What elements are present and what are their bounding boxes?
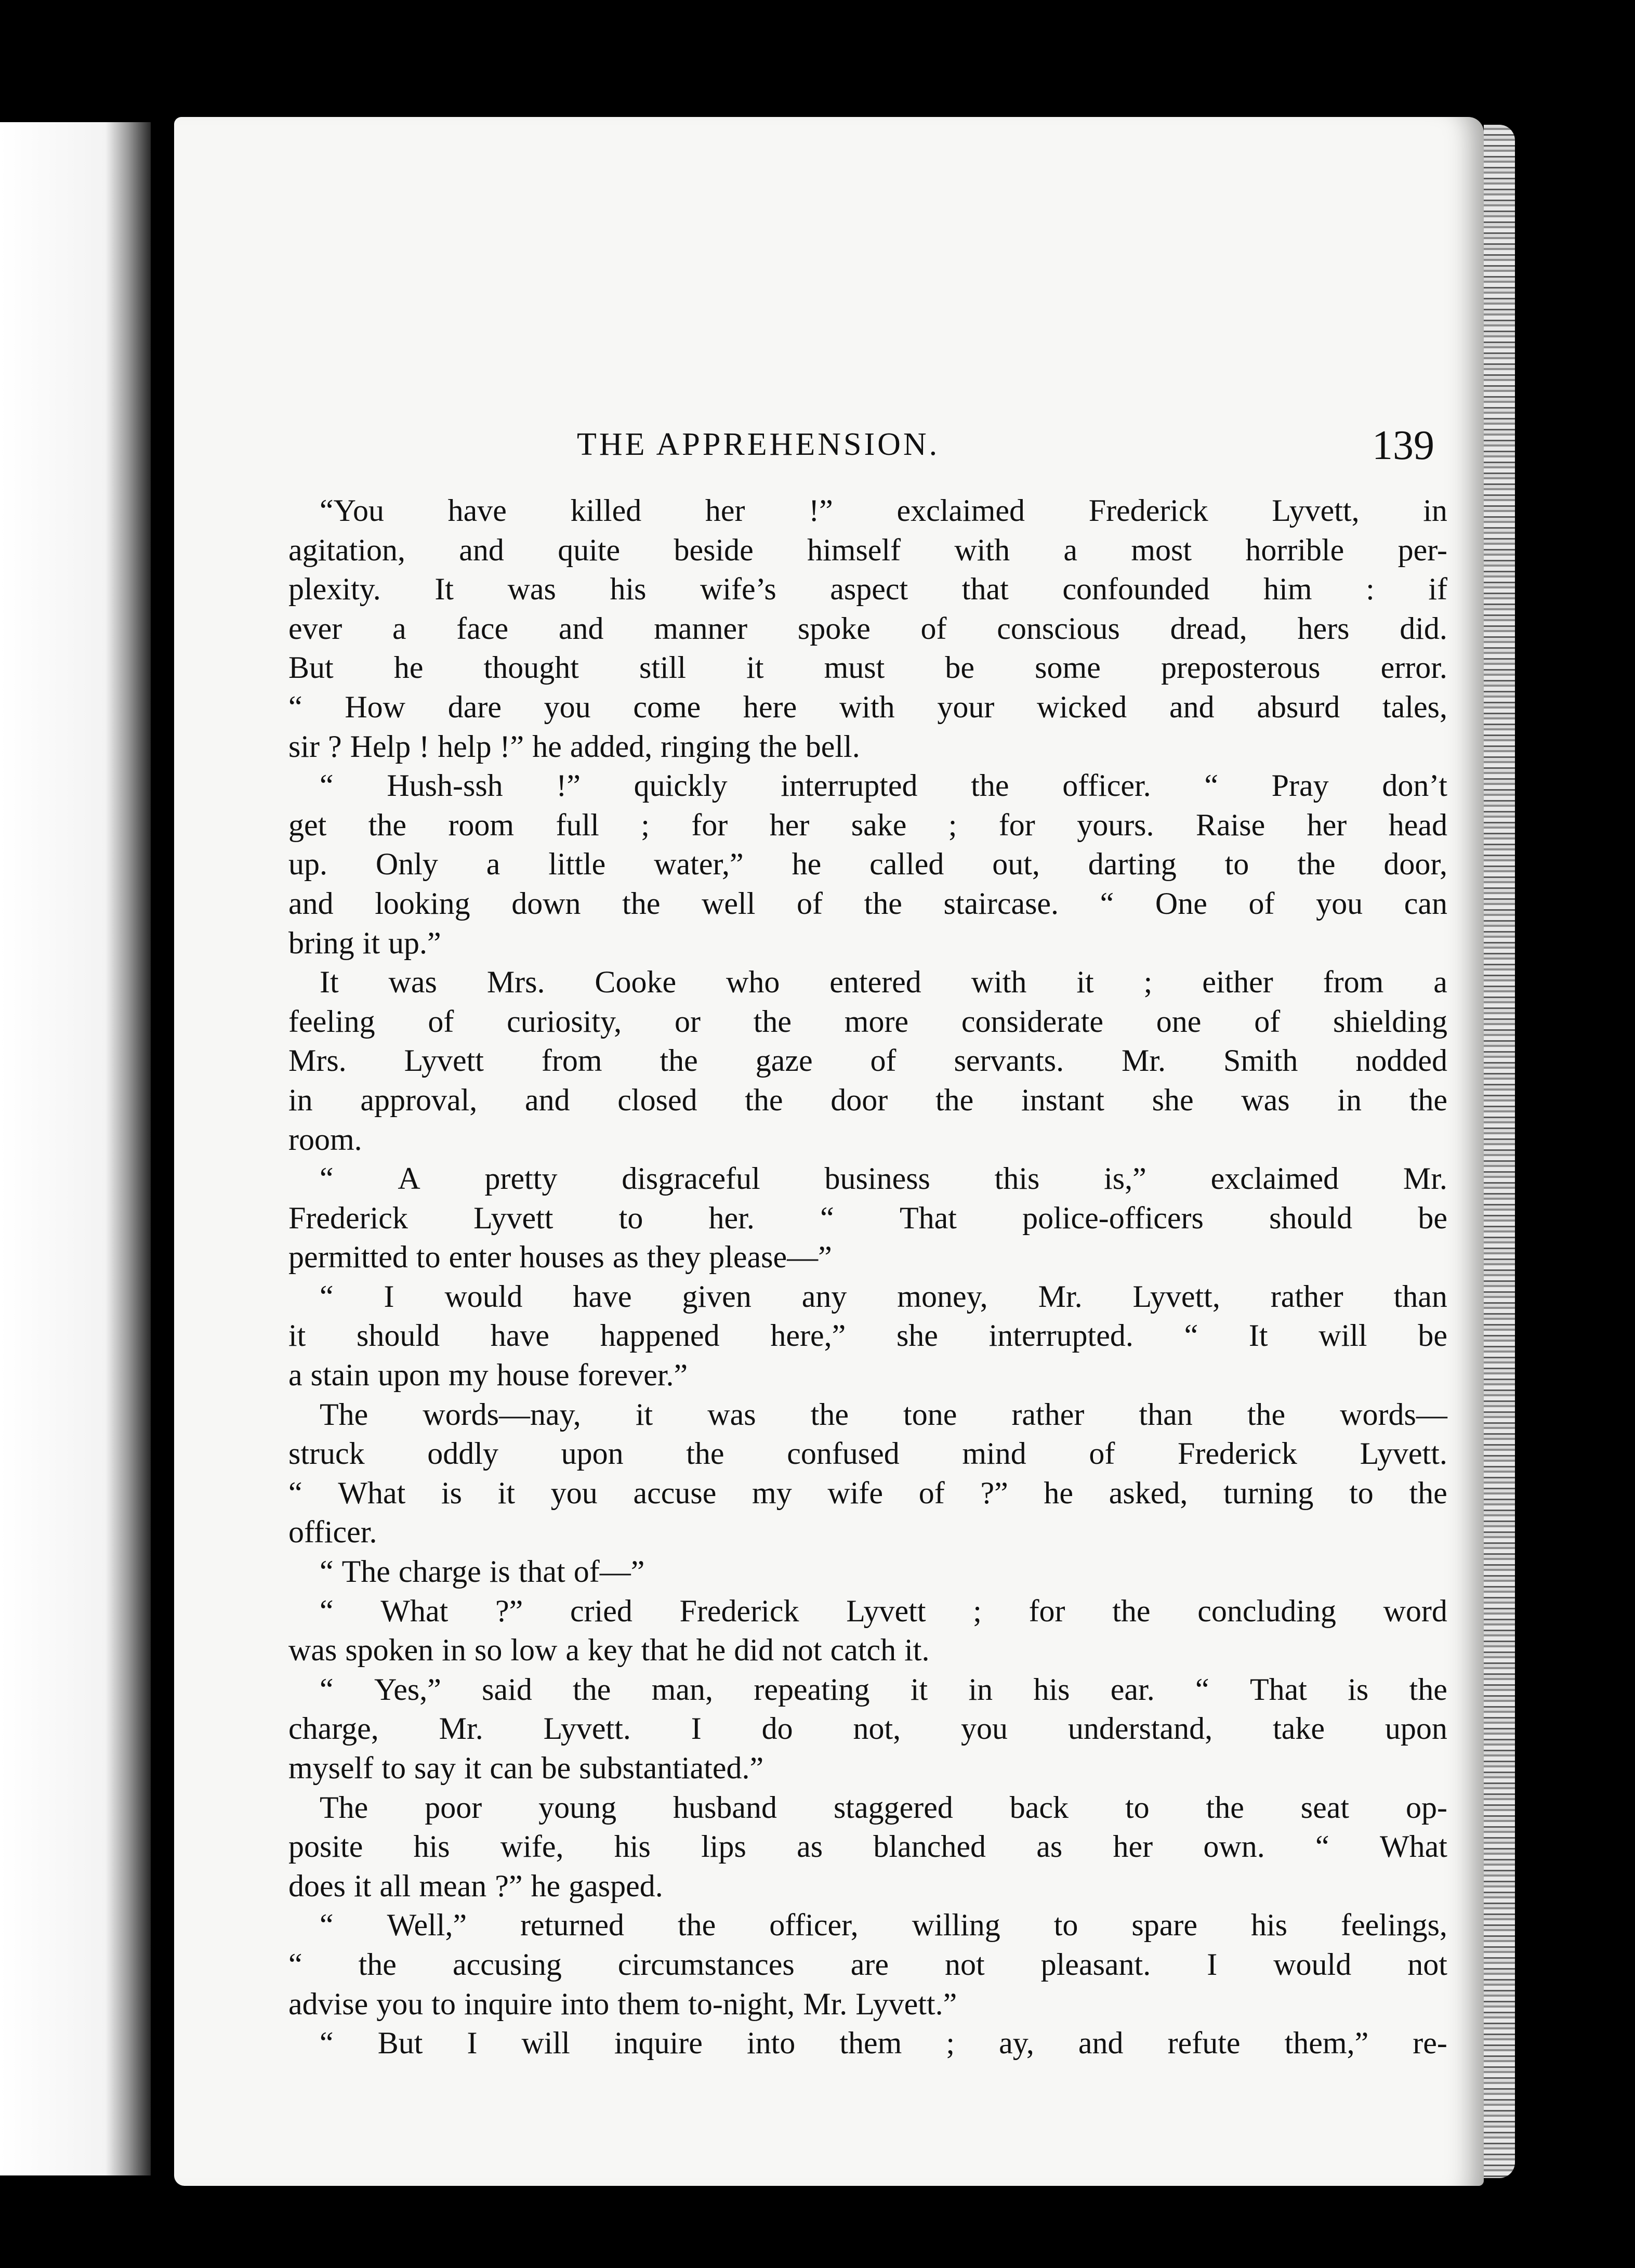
book-page — [174, 117, 1484, 2186]
running-title: THE APPREHENSION. — [577, 427, 940, 462]
text-line: get the room full ; for her sake ; for yours. Raise her head — [288, 807, 1447, 842]
text-line: It was Mrs. Cooke who entered with it ; either from a — [320, 965, 1447, 1000]
adjacent-page-edge — [0, 122, 151, 2175]
text-line: room. — [288, 1122, 362, 1157]
text-line: “ What ?” cried Frederick Lyvett ; for the concluding word — [320, 1593, 1447, 1628]
text-line: ever a face and manner spoke of conscious dread, hers did. — [288, 611, 1447, 646]
text-line: “You have killed her !” exclaimed Frederick Lyvett, in — [320, 493, 1447, 528]
text-line: “ I would have given any money, Mr. Lyvett, rather than — [320, 1279, 1447, 1314]
text-line: “ A pretty disgraceful business this is,” exclaimed Mr. — [320, 1161, 1447, 1196]
text-line: permitted to enter houses as they please—” — [288, 1240, 832, 1275]
running-head — [174, 423, 1484, 473]
text-line: posite his wife, his lips as blanched as her own. “ What — [288, 1829, 1447, 1864]
text-line: bring it up.” — [288, 925, 441, 960]
text-line: agitation, and quite beside himself with a most horrible per- — [288, 532, 1447, 567]
text-line: in approval, and closed the door the instant she was in the — [288, 1082, 1447, 1117]
text-line: “ But I will inquire into them ; ay, and refute them,” re- — [320, 2026, 1447, 2061]
text-line: officer. — [288, 1515, 377, 1550]
text-line: “ What is it you accuse my wife of ?” he asked, turning to the — [288, 1475, 1447, 1510]
text-line: struck oddly upon the confused mind of Frederick Lyvett. — [288, 1436, 1447, 1471]
text-line: “ Yes,” said the man, repeating it in his ear. “ That is the — [320, 1672, 1447, 1707]
text-line: up. Only a little water,” he called out, darting to the door, — [288, 847, 1447, 882]
text-line: charge, Mr. Lyvett. I do not, you understand, take upon — [288, 1711, 1447, 1746]
text-line: Mrs. Lyvett from the gaze of servants. Mr. Smith nodded — [288, 1043, 1447, 1078]
text-line: sir ? Help ! help !” he added, ringing the bell. — [288, 729, 860, 764]
text-line: “ the accusing circumstances are not pleasant. I would not — [288, 1947, 1447, 1982]
text-line: a stain upon my house forever.” — [288, 1358, 688, 1393]
text-line: feeling of curiosity, or the more considerate one of shielding — [288, 1004, 1447, 1039]
text-line: Frederick Lyvett to her. “ That police-officers should be — [288, 1200, 1447, 1235]
body-text — [288, 491, 1447, 2063]
text-line: “ Hush-ssh !” quickly interrupted the officer. “ Pray don’t — [320, 768, 1447, 803]
text-line: “ How dare you come here with your wicked and absurd tales, — [288, 689, 1447, 724]
text-line: “ Well,” returned the officer, willing to spare his feelings, — [320, 1908, 1447, 1943]
text-line: was spoken in so low a key that he did not catch it. — [288, 1633, 930, 1668]
text-line: plexity. It was his wife’s aspect that confounded him : if — [288, 572, 1447, 607]
text-line: does it all mean ?” he gasped. — [288, 1868, 663, 1903]
text-line: it should have happened here,” she interrupted. “ It will be — [288, 1318, 1447, 1353]
text-line: The poor young husband staggered back to the seat op- — [320, 1790, 1447, 1825]
page-number: 139 — [1372, 423, 1434, 468]
text-line: myself to say it can be substantiated.” — [288, 1751, 764, 1785]
text-line: advise you to inquire into them to-night, Mr. Lyvett.” — [288, 1986, 957, 2021]
page-fore-edge — [1484, 125, 1515, 2178]
text-line: The words—nay, it was the tone rather than the words— — [320, 1397, 1447, 1432]
text-line: But he thought still it must be some preposterous error. — [288, 650, 1447, 685]
text-line: “ The charge is that of—” — [320, 1554, 645, 1589]
text-line: and looking down the well of the staircase. “ One of you can — [288, 886, 1447, 921]
